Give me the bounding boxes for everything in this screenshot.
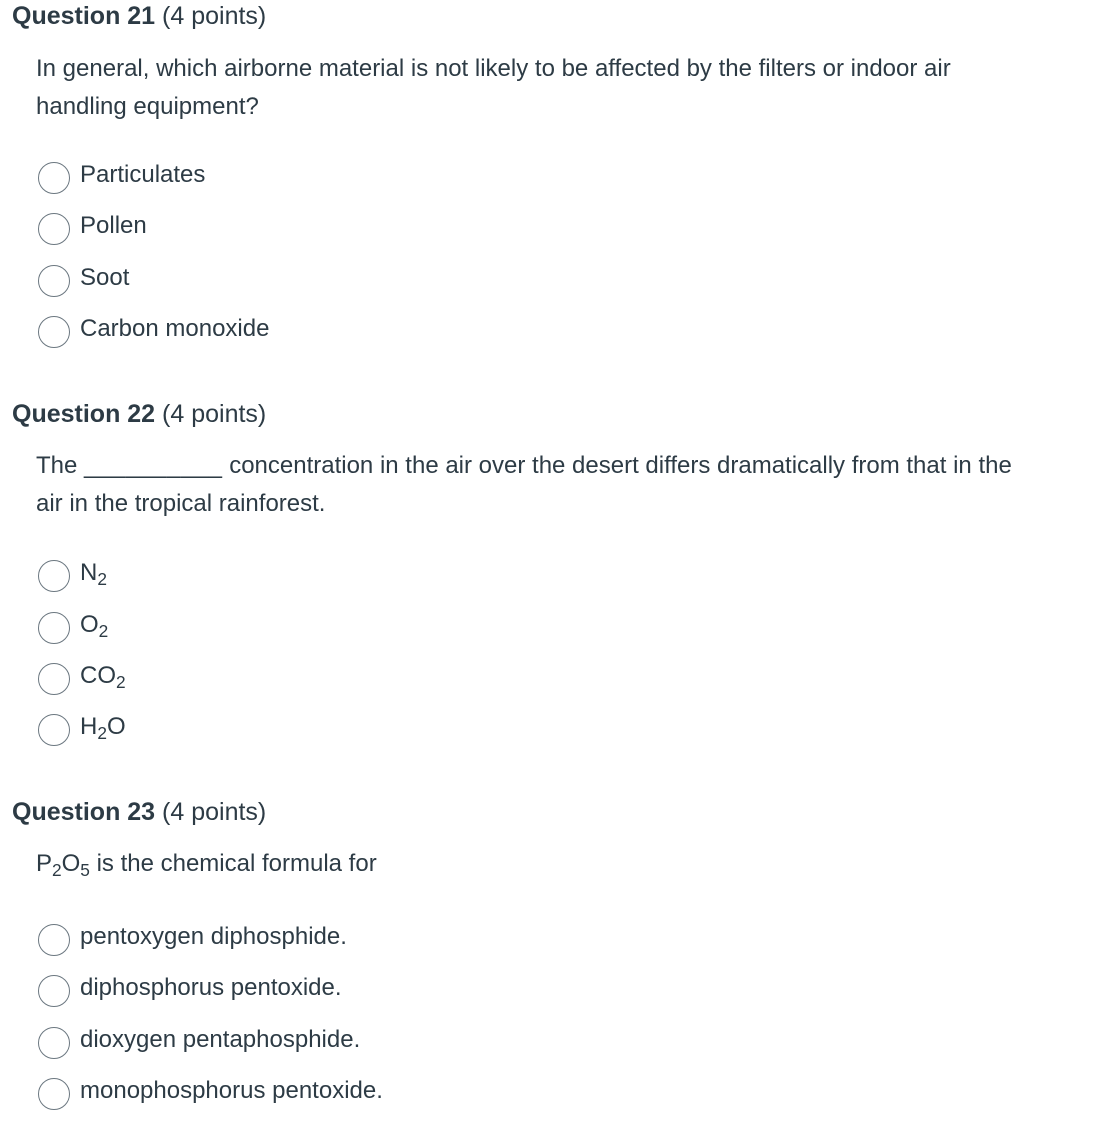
radio-button[interactable] xyxy=(38,162,70,194)
q23-option-pentoxygen-diphosphide[interactable] xyxy=(38,917,738,957)
question-23-points: (4 points) xyxy=(162,798,267,826)
radio-button[interactable] xyxy=(38,714,70,746)
option-label: pentoxygen diphosphide. xyxy=(80,923,347,950)
stem-text-before: The xyxy=(36,452,78,479)
radio-button[interactable] xyxy=(38,612,70,644)
option-label: $CO_2$ xyxy=(80,662,126,692)
q21-option-soot[interactable] xyxy=(38,258,738,298)
question-23-title: Question 23 xyxy=(12,798,156,826)
q21-option-carbon-monoxide[interactable] xyxy=(38,309,738,349)
option-label: monophosphorus pentoxide. xyxy=(80,1077,383,1104)
stem-text-after: concentration in the air over the desert differs dramatically from that in the air in the tropical rainforest. xyxy=(36,452,1012,517)
option-label: Carbon monoxide xyxy=(80,315,270,342)
question-22-stem xyxy=(36,447,1036,523)
q21-option-particulates[interactable] xyxy=(38,155,738,195)
q21-option-pollen[interactable] xyxy=(38,206,738,246)
option-label: $O_2$ xyxy=(80,611,109,641)
question-23-stem xyxy=(36,845,1036,883)
question-22-header xyxy=(12,398,266,430)
question-21-points: (4 points) xyxy=(162,2,267,30)
stem-text-after: is the chemical formula for xyxy=(96,850,377,877)
option-label: $H_2O$ xyxy=(80,713,126,743)
radio-button[interactable] xyxy=(38,924,70,956)
option-label: $N_2$ xyxy=(80,559,107,589)
radio-button[interactable] xyxy=(38,265,70,297)
chemical-formula-p2o5: $P_2O_5$ xyxy=(36,850,90,880)
option-label: diphosphorus pentoxide. xyxy=(80,974,342,1001)
q23-option-dioxygen-pentaphosphide[interactable] xyxy=(38,1020,738,1060)
question-22-title: Question 22 xyxy=(12,400,156,428)
radio-button[interactable] xyxy=(38,316,70,348)
q22-option-n2[interactable] xyxy=(38,553,738,593)
q22-option-h2o[interactable] xyxy=(38,707,738,747)
question-21-title: Question 21 xyxy=(12,2,156,30)
question-23-header xyxy=(12,796,266,828)
question-21-stem: In general, which airborne material is not likely to be affected by the filters or indoor air handling equipment? xyxy=(36,55,951,120)
radio-button[interactable] xyxy=(38,975,70,1007)
question-22-points: (4 points) xyxy=(162,400,267,428)
option-label: Soot xyxy=(80,264,130,291)
radio-button[interactable] xyxy=(38,1027,70,1059)
option-label: Particulates xyxy=(80,161,206,188)
radio-button[interactable] xyxy=(38,1078,70,1110)
radio-button[interactable] xyxy=(38,663,70,695)
radio-button[interactable] xyxy=(38,213,70,245)
option-label: Pollen xyxy=(80,212,147,239)
radio-button[interactable] xyxy=(38,560,70,592)
q22-option-co2[interactable] xyxy=(38,656,738,696)
q23-option-monophosphorus-pentoxide[interactable] xyxy=(38,1071,738,1111)
q23-option-diphosphorus-pentoxide[interactable] xyxy=(38,968,738,1008)
q22-option-o2[interactable] xyxy=(38,605,738,645)
fill-in-blank: __________ xyxy=(84,452,223,479)
option-label: dioxygen pentaphosphide. xyxy=(80,1026,361,1053)
question-21-header xyxy=(12,0,266,32)
